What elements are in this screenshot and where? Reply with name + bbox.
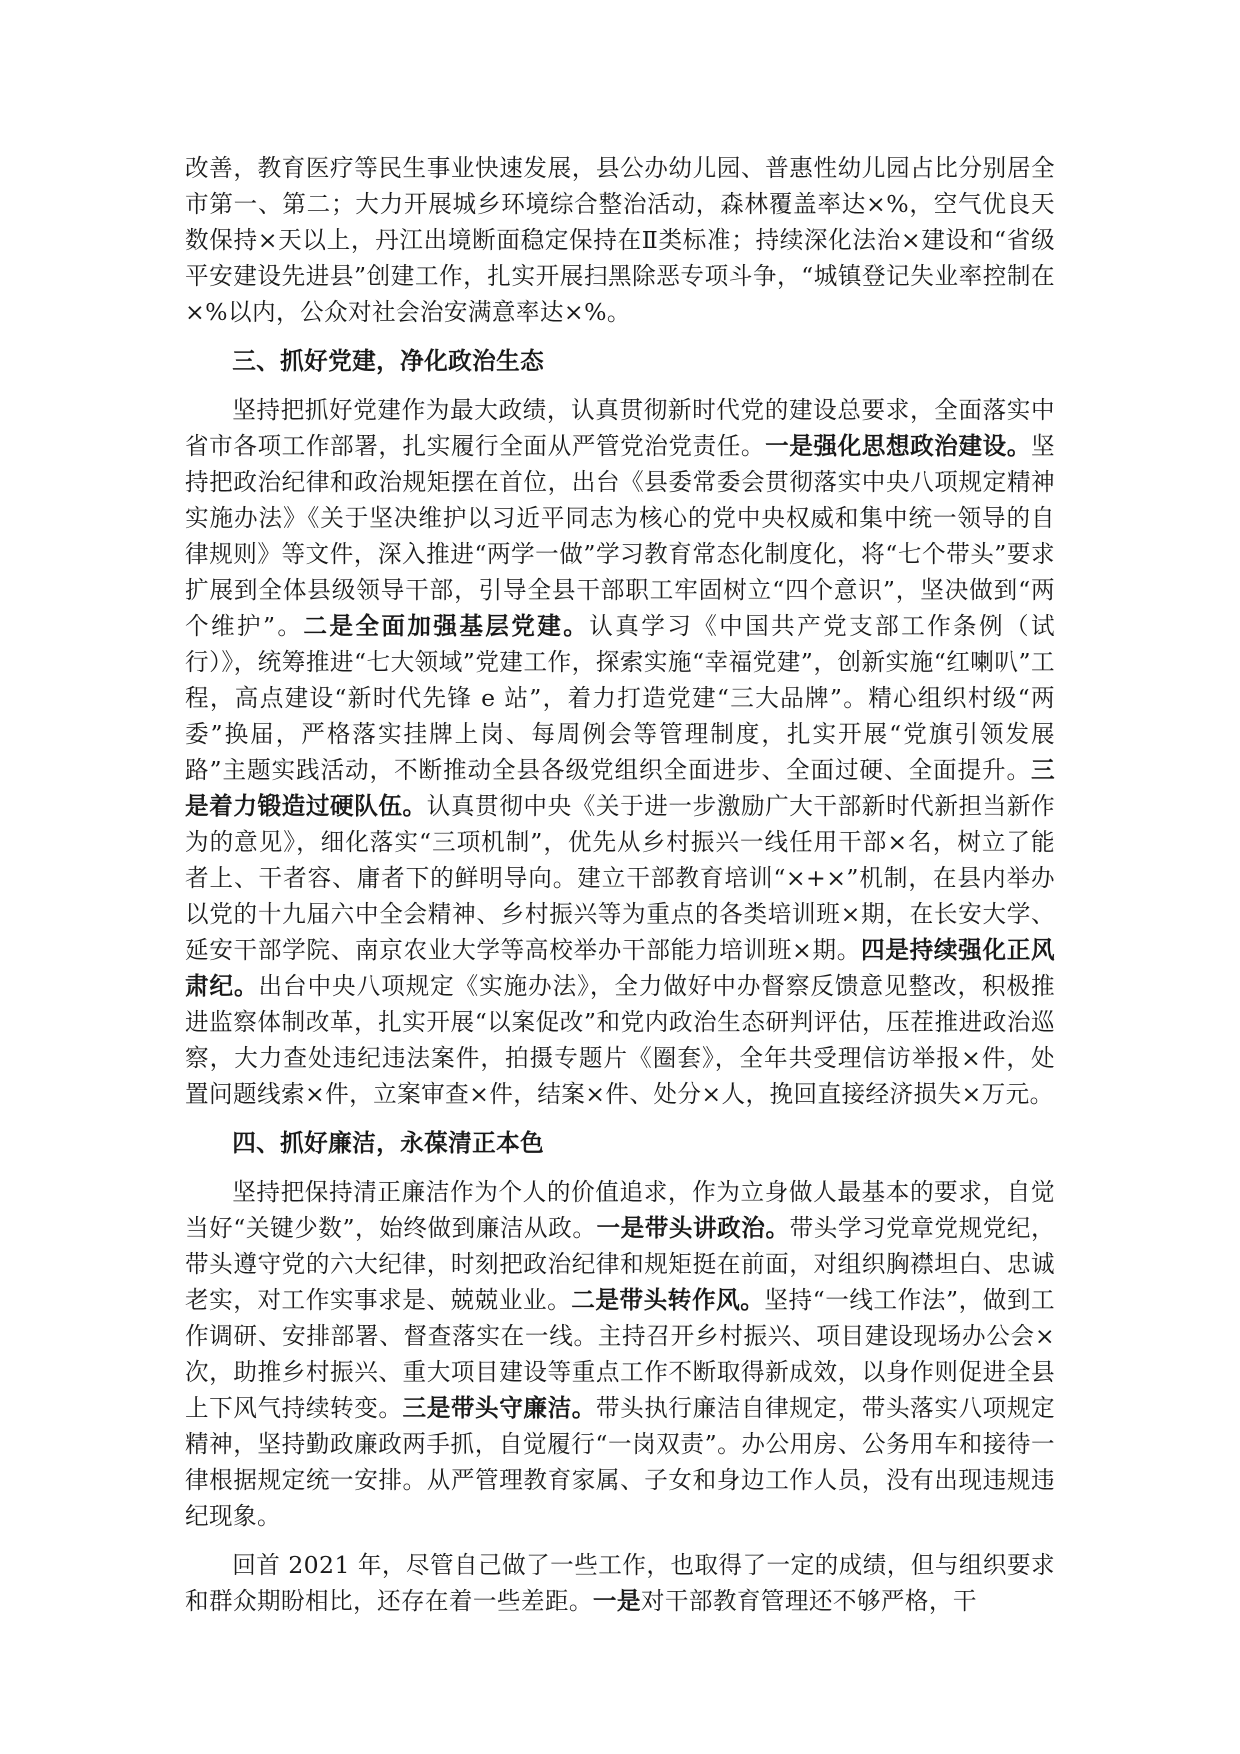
sentence: 带头学习党章党规党纪，带头遵守党的六大纪律，时刻把政治纪律和规矩挺在前面，对组织胸襟坦白、忠诚老实，对工作实事求是、兢兢业业。: [185, 1214, 1055, 1314]
sentence: 出台中央八项规定《实施办法》，全力做好中办督察反馈意见整改，积极推进监察体制改革，扎实开展“以案促改”和党内政治生态研判评估，压茬推进政治巡察，大力查处违纪违法案件，拍摄专题片《圈套》，全年共受理信访举报×件，处置问题线索×件，立案审查×件，结案×件、处分×人，挽回直接经济损失×万元。: [185, 972, 1055, 1108]
bold-point-2: 二是全面加强基层党建。: [303, 612, 590, 640]
sentence: 对干部教育管理还不够严格，干: [640, 1587, 977, 1615]
bold-point-1: 一是带头讲政治。: [596, 1214, 790, 1242]
sentence: 回首 2021 年，尽管自己做了一些工作，也取得了一定的成绩，但与组织要求和群众期盼相比，还存在着一些差距。: [185, 1551, 1055, 1615]
sentence: 认真学习《中国共产党支部工作条例（试行）》，统筹推进“七大领域”党建工作，探索实施“幸福党建”，创新实施“红喇叭”工程，高点建设“新时代先锋 e 站”，着力打造党建“三大品牌”。精心组织村级“两委”换届，严格落实挂牌上岗、每周例会等管理制度，扎实开展“党旗引领发展路”主题实践活动，不断推动全县各级党组织全面进步、全面过硬、全面提升。: [185, 612, 1055, 784]
paragraph-party-building: [185, 392, 1055, 1112]
bold-point-1: 一是: [592, 1587, 641, 1615]
sentence: 坚持把抓好党建作为最大政绩，认真贯彻新时代党的建设总要求，全面落实中省市各项工作部署，扎实履行全面从严管党治党责任。: [185, 396, 1055, 460]
sentence: 认真贯彻中央《关于进一步激励广大干部新时代新担当新作为的意见》，细化落实“三项机制”，优先从乡村振兴一线任用干部×名，树立了能者上、干者容、庸者下的鲜明导向。建立干部教育培训“×+×”机制，在县内举办以党的十九届六中全会精神、乡村振兴等为重点的各类培训班×期，在长安大学、延安干部学院、南京农业大学等高校举办干部能力培训班×期。: [185, 792, 1055, 964]
sentence: 坚持“一线工作法”，做到工作调研、安排部署、督查落实在一线。主持召开乡村振兴、项目建设现场办公会×次，助推乡村振兴、重大项目建设等重点工作不断取得新成效，以身作则促进全县上下风气持续转变。: [185, 1286, 1055, 1422]
sentence: 带头执行廉洁自律规定，带头落实八项规定精神，坚持勤政廉政两手抓，自觉履行“一岗双责”。办公用房、公务用车和接待一律根据规定统一安排。从严管理教育家属、子女和身边工作人员，没有出现违规违纪现象。: [185, 1394, 1055, 1530]
sentence: 坚持把政治纪律和政治规矩摆在首位，出台《县委常委会贯彻落实中央八项规定精神实施办法》《关于坚决维护以习近平同志为核心的党中央权威和集中统一领导的自律规则》等文件，深入推进“两学一做”学习教育常态化制度化，将“七个带头”要求扩展到全体县级领导干部，引导全县干部职工牢固树立“四个意识”，坚决做到“两个维护”。: [185, 432, 1055, 640]
paragraph-review: [185, 1547, 1055, 1619]
paragraph-livelihood: [185, 150, 1055, 330]
bold-point-3: 三是带头守廉洁。: [402, 1394, 596, 1422]
section-heading-party-building: 三、抓好党建，净化政治生态: [232, 347, 545, 375]
paragraph-text: 改善，教育医疗等民生事业快速发展，县公办幼儿园、普惠性幼儿园占比分别居全市第一、第二；大力开展城乡环境综合整治活动，森林覆盖率达×%，空气优良天数保持×天以上，丹江出境断面稳定保持在Ⅱ类标准；持续深化法治×建设和“省级平安建设先进县”创建工作，扎实开展扫黑除恶专项斗争，“城镇登记失业率控制在×%以内，公众对社会治安满意率达×%。: [185, 154, 1055, 326]
bold-point-2: 二是带头转作风。: [571, 1286, 765, 1314]
bold-point-4: 四是持续强化正风肃纪。: [185, 936, 1056, 1000]
document-page: [185, 150, 1055, 1619]
bold-point-1: 一是强化思想政治建设。: [765, 432, 1031, 460]
bold-point-3: 三是着力锻造过硬队伍。: [185, 756, 1055, 820]
section-heading-integrity: 四、抓好廉洁，永葆清正本色: [232, 1129, 545, 1157]
sentence: 坚持把保持清正廉洁作为个人的价值追求，作为立身做人最基本的要求，自觉当好“关键少数”，始终做到廉洁从政。: [185, 1178, 1055, 1242]
paragraph-integrity: [185, 1174, 1055, 1534]
